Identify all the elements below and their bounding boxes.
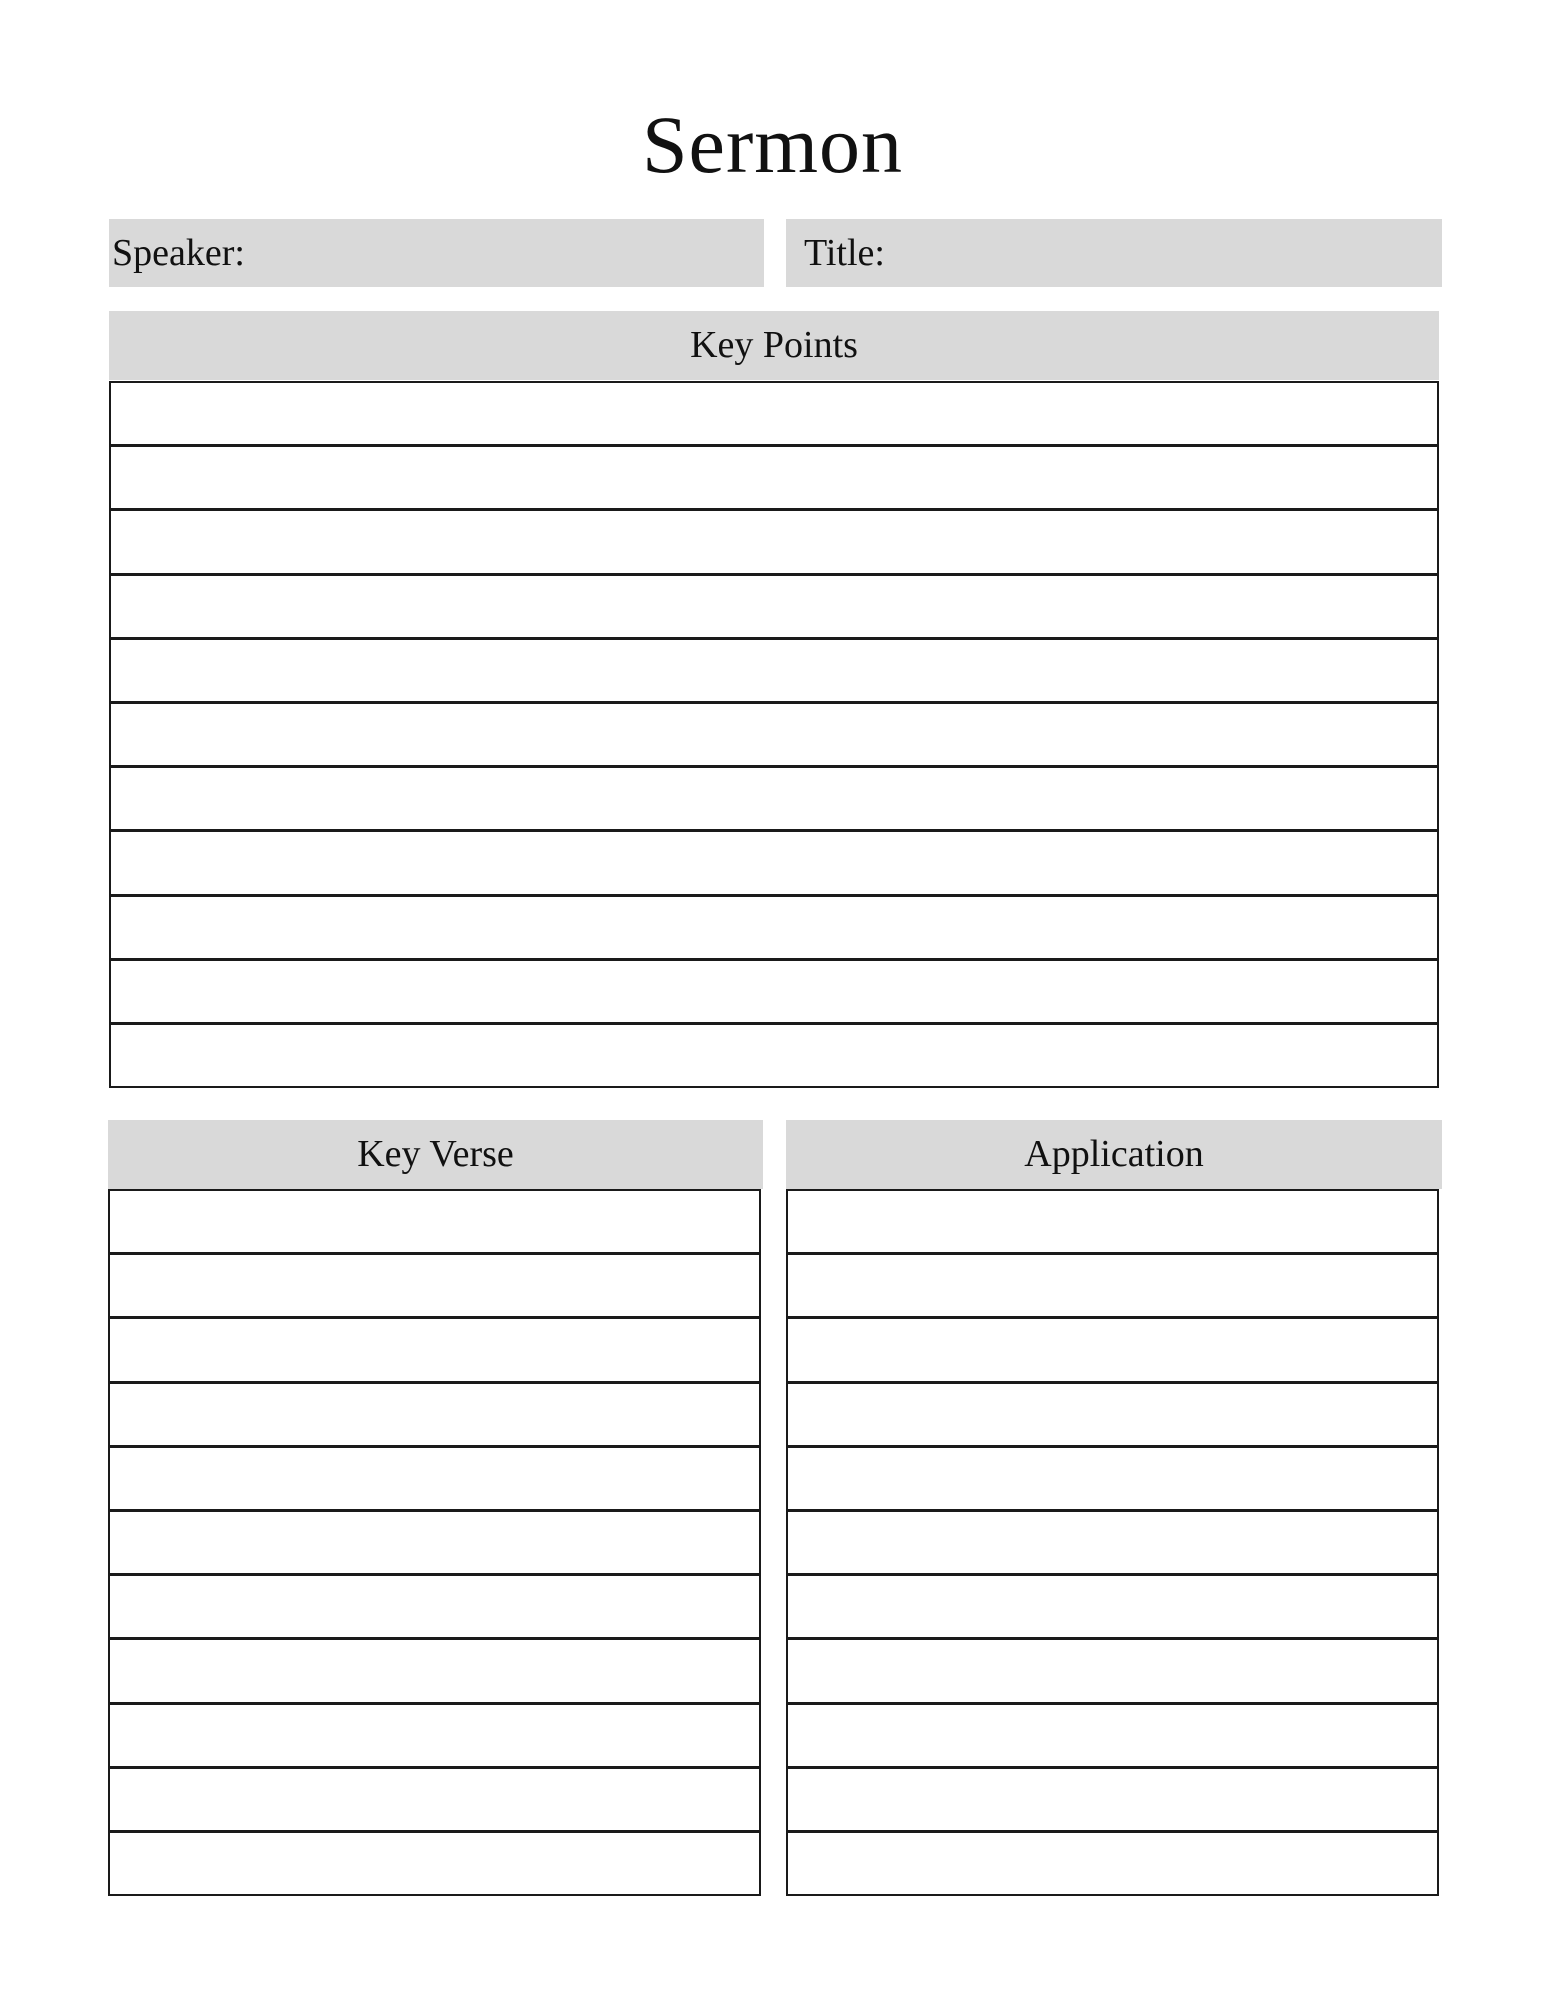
note-line[interactable] <box>786 1831 1439 1896</box>
note-line[interactable] <box>109 830 1439 895</box>
note-line[interactable] <box>108 1831 761 1896</box>
note-line[interactable] <box>786 1382 1439 1447</box>
note-line[interactable] <box>786 1317 1439 1382</box>
title-field[interactable] <box>786 219 1442 287</box>
note-line[interactable] <box>108 1638 761 1703</box>
note-line[interactable] <box>108 1510 761 1575</box>
key-verse-header: Key Verse <box>108 1120 763 1189</box>
application-lines <box>786 1189 1439 1896</box>
note-line[interactable] <box>108 1382 761 1447</box>
speaker-field[interactable] <box>109 219 764 287</box>
note-line[interactable] <box>109 381 1439 446</box>
note-line[interactable] <box>109 445 1439 510</box>
note-line[interactable] <box>786 1767 1439 1832</box>
note-line[interactable] <box>108 1446 761 1511</box>
note-line[interactable] <box>108 1767 761 1832</box>
key-verse-lines <box>108 1189 761 1896</box>
note-line[interactable] <box>108 1253 761 1318</box>
title-label: Title: <box>804 232 885 274</box>
note-line[interactable] <box>109 766 1439 831</box>
note-line[interactable] <box>786 1253 1439 1318</box>
note-line[interactable] <box>109 895 1439 960</box>
note-line[interactable] <box>108 1317 761 1382</box>
key-points-header: Key Points <box>109 311 1439 380</box>
note-line[interactable] <box>108 1574 761 1639</box>
note-line[interactable] <box>786 1446 1439 1511</box>
key-points-lines <box>109 381 1439 1088</box>
note-line[interactable] <box>109 509 1439 574</box>
note-line[interactable] <box>786 1703 1439 1768</box>
note-line[interactable] <box>108 1703 761 1768</box>
page-title: Sermon <box>641 99 904 190</box>
note-line[interactable] <box>786 1189 1439 1254</box>
note-line[interactable] <box>109 959 1439 1024</box>
note-line[interactable] <box>109 574 1439 639</box>
note-line[interactable] <box>109 638 1439 703</box>
note-line[interactable] <box>786 1638 1439 1703</box>
application-header: Application <box>786 1120 1442 1189</box>
note-line[interactable] <box>109 702 1439 767</box>
note-line[interactable] <box>109 1023 1439 1088</box>
note-line[interactable] <box>786 1574 1439 1639</box>
note-line[interactable] <box>108 1189 761 1254</box>
speaker-label: Speaker: <box>112 232 245 274</box>
note-line[interactable] <box>786 1510 1439 1575</box>
